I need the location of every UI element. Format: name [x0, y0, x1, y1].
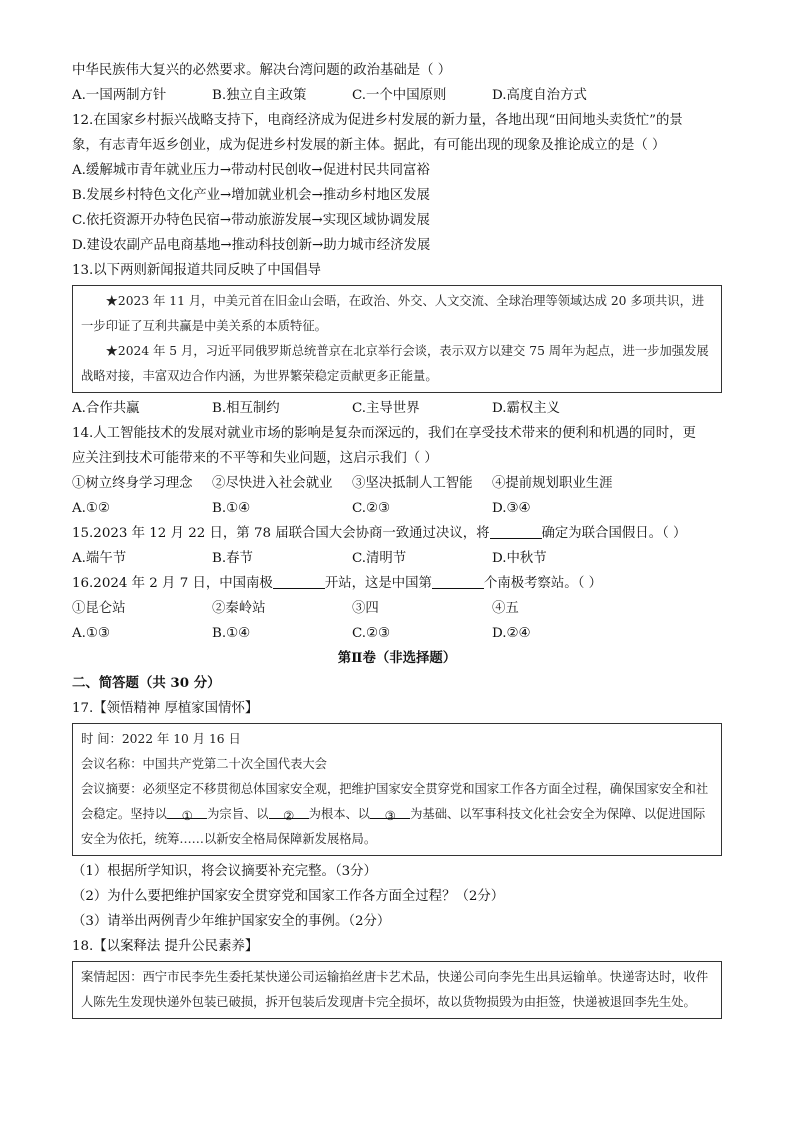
q12-option-c[interactable]: C.依托资源开办特色民宿→带动旅游发展→实现区域协调发展 [72, 213, 430, 228]
part2-title: 第Ⅱ卷（非选择题） [337, 650, 457, 666]
q16-item-4: ④五 [492, 601, 519, 616]
q15-stem-before: 15.2023 年 12 月 22 日，第 78 届联合国大会协商一致通过决议，将 [72, 526, 490, 541]
q15-stem [72, 521, 722, 546]
q17-summary-4: 为基础、以军事科技文化社会安全为保障、以促进国际安全为依托，统筹……以新安全格局保障新发展格局。 [81, 807, 706, 846]
q12-stem-line2: 象，有志青年返乡创业，成为促进乡村发展的新主体。据此，有可能出现的现象及推论成立的是（ ） [72, 138, 666, 153]
q14-item-4: ④提前规划职业生涯 [492, 476, 613, 491]
q16-option-d[interactable]: D.②④ [492, 626, 531, 641]
q17-summary-label: 会议摘要： [81, 782, 143, 796]
q18-case-box [72, 961, 722, 1019]
q11-option-a[interactable]: A.一国两制方针 [72, 88, 167, 103]
q17-name-row [81, 752, 715, 777]
q16-item-3: ③四 [352, 601, 379, 616]
q17-time-value: 2022 年 10 月 16 日 [121, 732, 241, 746]
q13-option-d[interactable]: D.霸权主义 [492, 401, 561, 416]
q13-news-1: ★2023 年 11 月，中美元首在旧金山会晤，在政治、外交、人文交流、全球治理等领域达成 20 多项共识，进一步印证了互利共赢是中美关系的本质特征。 [81, 294, 705, 333]
q17-summary-1: 必须坚定不移贯彻总体国家安全观，把维护国家安全贯穿党和国家工作各方面全过程，确保国家安全和社会稳定。坚持以 [81, 782, 709, 821]
q14-item-1: ①树立终身学习理念 [72, 476, 193, 491]
q11-option-c[interactable]: C.一个中国原则 [352, 88, 447, 103]
q16-item-1: ①昆仑站 [72, 601, 126, 616]
q17-title: 17.【领悟精神 厚植家国情怀】 [72, 701, 259, 716]
q14-option-d[interactable]: D.③④ [492, 501, 531, 516]
q13-option-b[interactable]: B.相互制约 [212, 401, 280, 416]
q12-option-d[interactable]: D.建设农副产品电商基地→推动科技创新→助力城市经济发展 [72, 238, 431, 253]
q14-item-2: ②尽快进入社会就业 [212, 476, 333, 491]
q17-blank-1[interactable]: ① [167, 804, 207, 819]
q17-name-value: 中国共产党第二十次全国代表大会 [142, 757, 327, 771]
q16-option-b[interactable]: B.①④ [212, 626, 251, 641]
q17-summary-3: 为根本、以 [308, 807, 371, 821]
q11-option-d[interactable]: D.高度自治方式 [492, 88, 587, 103]
q16-options [72, 621, 722, 646]
q15-stem-after: 确定为联合国假日。（ ） [541, 526, 687, 541]
q13-option-a[interactable]: A.合作共赢 [72, 401, 140, 416]
q17-blank-2[interactable]: ② [269, 804, 309, 819]
q14-option-b[interactable]: B.①④ [212, 501, 251, 516]
q11-stem-tail: 中华民族伟大复兴的必然要求。解决台湾问题的政治基础是（ ） [72, 63, 452, 78]
q12-stem-line1: 12.在国家乡村振兴战略支持下，电商经济成为促进乡村发展的新力量，各地出现“田间地头卖货忙”的景 [72, 113, 683, 128]
q16-stem-b: 开站，这是中国第 [324, 576, 432, 591]
q13-news-box [72, 285, 722, 393]
q15-answer-blank[interactable] [490, 524, 542, 539]
q15-options [72, 546, 722, 571]
q17-time-label: 时 间： [81, 732, 122, 746]
q16-blank-2[interactable] [432, 574, 484, 589]
q15-option-b[interactable]: B.春节 [212, 551, 253, 566]
q13-stem: 13.以下两则新闻报道共同反映了中国倡导 [72, 263, 321, 278]
q18-title: 18.【以案释法 提升公民素养】 [72, 939, 259, 954]
q11-option-b[interactable]: B.独立自主政策 [212, 88, 307, 103]
q17-sub-question-1: （1）根据所学知识，将会议摘要补充完整。（3分） [72, 864, 377, 879]
q11-options [72, 83, 722, 108]
q17-summary-2: 为宗旨、以 [207, 807, 269, 821]
q18-case-text: 案情起因：西宁市民李先生委托某快递公司运输掐丝唐卡艺术品，快递公司向李先生出具运输单。快递寄达时，收件人陈先生发现快递外包装已破损，拆开包装后发现唐卡完全损坏，故以货物损毁为由拒签，快递被退回李先生处。 [81, 970, 709, 1009]
q13-news-2: ★2024 年 5 月，习近平同俄罗斯总统普京在北京举行会谈，表示双方以建交 75 周年为起点，进一步加强发展战略对接，丰富双边合作内涵，为世界繁荣稳定贡献更多正能量。 [81, 344, 709, 383]
q17-meeting-box [72, 723, 722, 856]
q14-stem-line1: 14.人工智能技术的发展对就业市场的影响是复杂而深远的，我们在享受技术带来的便利和机遇的同时，更 [72, 426, 696, 441]
q16-stem [72, 571, 722, 596]
q13-option-c[interactable]: C.主导世界 [352, 401, 420, 416]
q16-option-c[interactable]: C.②③ [352, 626, 391, 641]
q16-items [72, 596, 722, 621]
q14-option-a[interactable]: A.①② [72, 501, 110, 516]
q12-option-b[interactable]: B.发展乡村特色文化产业→增加就业机会→推动乡村地区发展 [72, 188, 430, 203]
q12-option-a[interactable]: A.缓解城市青年就业压力→带动村民创收→促进村民共同富裕 [72, 163, 430, 178]
q16-stem-c: 个南极考察站。（ ） [483, 576, 603, 591]
q17-sub-question-2: （2）为什么要把维护国家安全贯穿党和国家工作各方面全过程？（2分） [72, 889, 505, 904]
q14-stem-line2: 应关注到技术可能带来的不平等和失业问题，这启示我们（ ） [72, 451, 438, 466]
q17-time-row [81, 727, 715, 752]
q14-items [72, 471, 722, 496]
exam-page [72, 58, 722, 1022]
q16-stem-a: 16.2024 年 2 月 7 日，中国南极 [72, 576, 273, 591]
q17-summary [81, 777, 715, 852]
section2-title: 二、简答题（共 30 分） [72, 675, 221, 691]
q14-item-3: ③坚决抵制人工智能 [352, 476, 473, 491]
q16-blank-1[interactable] [273, 574, 325, 589]
q15-option-a[interactable]: A.端午节 [72, 551, 127, 566]
q15-option-d[interactable]: D.中秋节 [492, 551, 547, 566]
q14-option-c[interactable]: C.②③ [352, 501, 391, 516]
q16-item-2: ②秦岭站 [212, 601, 266, 616]
q15-option-c[interactable]: C.清明节 [352, 551, 407, 566]
q17-blank-3[interactable]: ③ [370, 804, 410, 819]
q16-option-a[interactable]: A.①③ [72, 626, 110, 641]
q17-name-label: 会议名称： [81, 757, 143, 771]
q17-sub-question-3: （3）请举出两例青少年维护国家安全的事例。（2分） [72, 914, 391, 929]
q13-options [72, 396, 722, 421]
q14-options [72, 496, 722, 521]
